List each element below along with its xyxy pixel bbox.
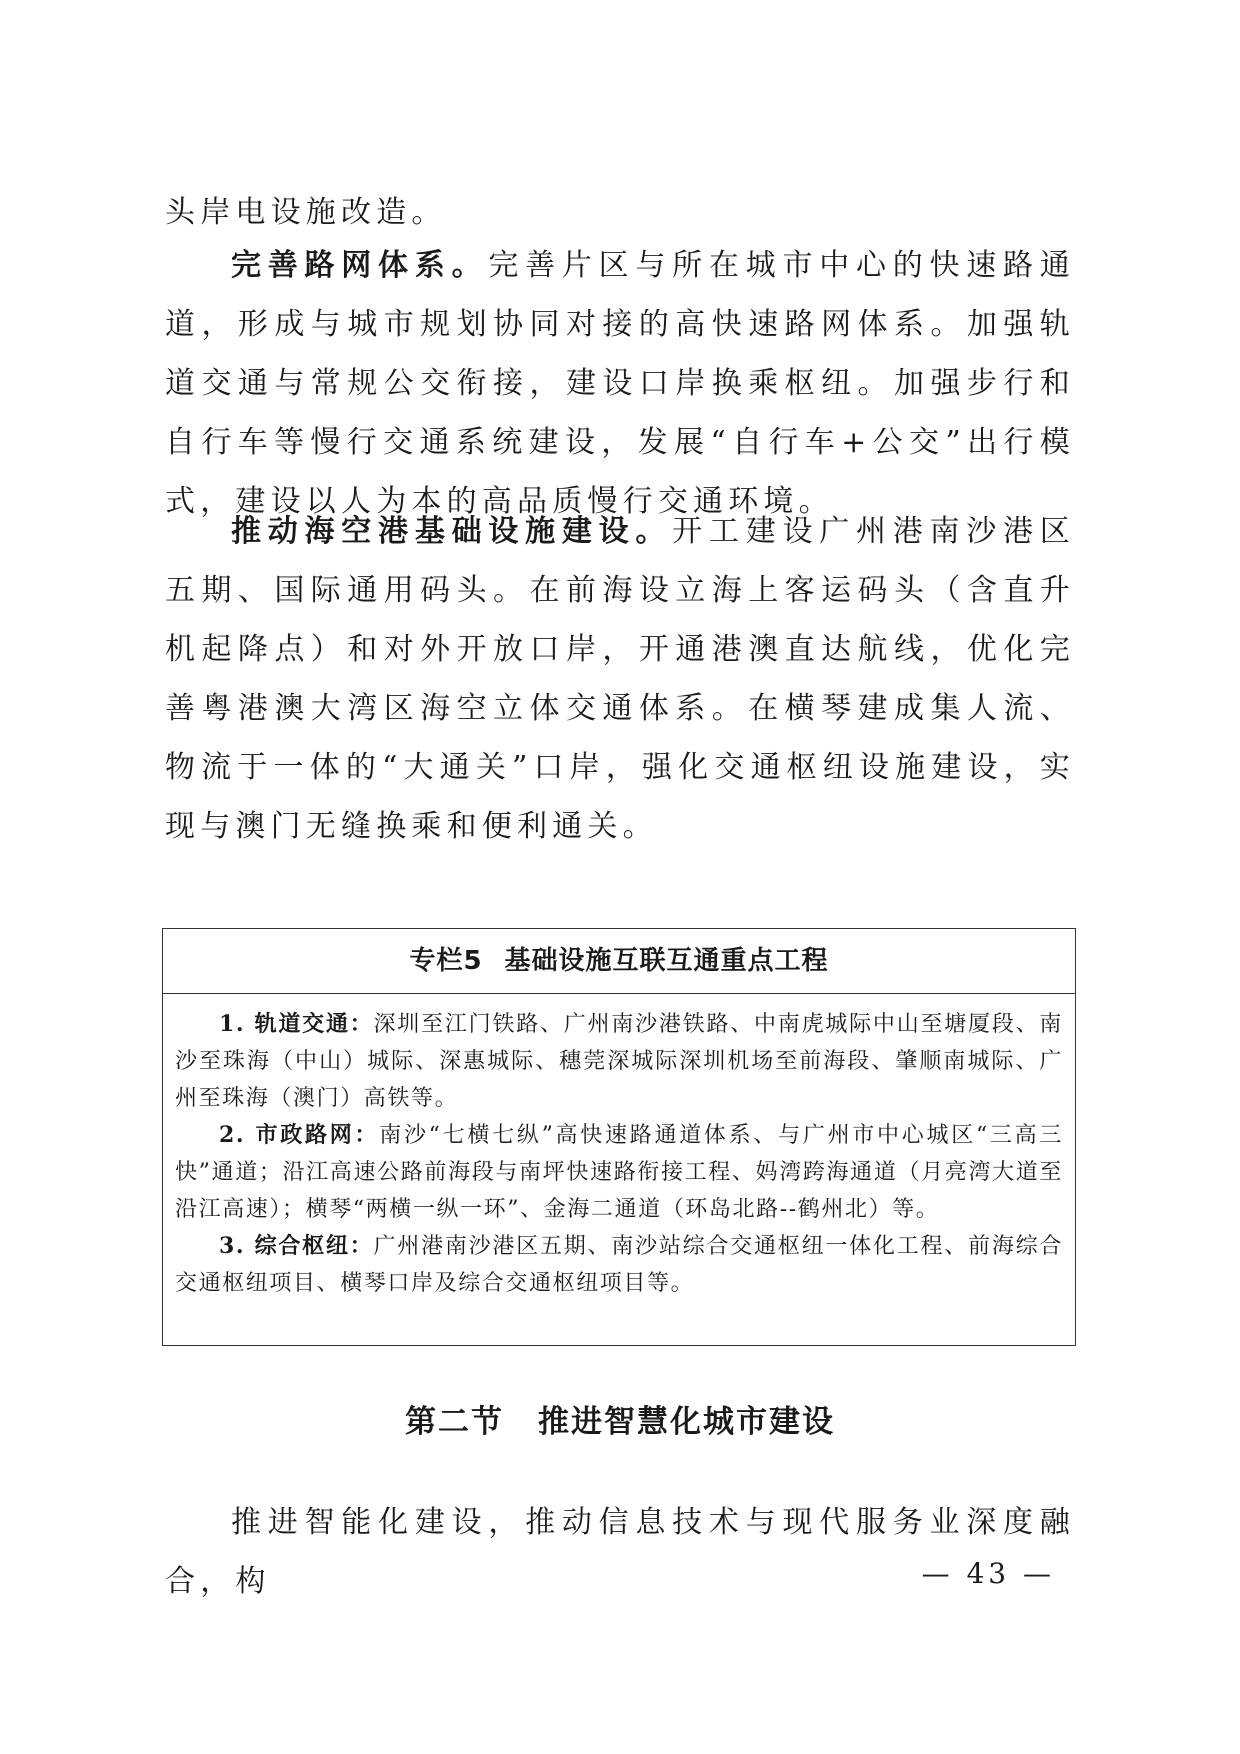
paragraph-road-network [165,236,1075,531]
item-lead: 1. 轨道交通： [219,1011,374,1037]
section-number: 第二节 [405,1404,504,1440]
paragraph-text: 头岸电设施改造。 [165,195,447,230]
paragraph-continuation [165,183,1075,242]
item-lead: 3. 综合枢纽： [219,1233,374,1259]
paragraph-text: 推进智能化建设，推动信息技术与现代服务业深度融合，构 [165,1505,1075,1599]
section-title: 推进智慧化城市建设 [538,1404,835,1440]
paragraph-lead: 推动海空港基础设施建设。 [231,514,673,549]
item-text: 广州港南沙港区五期、南沙站综合交通枢纽一体化工程、前海综合交通枢纽项目、横琴口岸及综合交通枢纽项目等。 [175,1234,1063,1296]
column-box-item [175,1228,1063,1302]
paragraph-port-infrastructure [165,502,1075,856]
paragraph-smart-city [165,1493,1075,1611]
column-box-label: 专栏5 [409,946,483,976]
item-text: 深圳至江门铁路、广州南沙港铁路、中南虎城际中山至塘厦段、南沙至珠海（中山）城际、深惠城际、穗莞深城际深圳机场至前海段、肇顺南城际、广州至珠海（澳门）高铁等。 [175,1012,1063,1111]
item-text: 南沙“七横七纵”高快速路通道体系、与广州市中心城区“三高三快”通道；沿江高速公路前海段与南坪快速路衔接工程、妈湾跨海通道（月亮湾大道至沿江高速）；横琴“两横一纵一环”、金海二通道（环岛北路--鹤州北）等。 [175,1123,1063,1222]
item-lead: 2. 市政路网： [219,1122,380,1148]
column-box-body [163,994,1075,1302]
section-heading [0,1396,1240,1441]
paragraph-text: 开工建设广州港南沙港区五期、国际通用码头。在前海设立海上客运码头（含直升机起降点）和对外开放口岸，开通港澳直达航线，优化完善粤港澳大湾区海空立体交通体系。在横琴建成集人流、物流于一体的“大通关”口岸，强化交通枢纽设施建设，实现与澳门无缝换乘和便利通关。 [165,514,1076,844]
paragraph-lead: 完善路网体系。 [231,248,489,283]
column-box-item [175,1117,1063,1228]
column-box-title [163,929,1075,994]
page-number: — 43 — [921,1557,1055,1590]
column-box-item [175,1006,1063,1117]
column-box-heading: 基础设施互联互通重点工程 [504,946,829,976]
paragraph-text: 完善片区与所在城市中心的快速路通道，形成与城市规划协同对接的高快速路网体系。加强轨道交通与常规公交衔接，建设口岸换乘枢纽。加强步行和自行车等慢行交通系统建设，发展“自行车+公交”出行模式，建设以人为本的高品质慢行交通环境。 [165,248,1075,519]
column-box [162,928,1076,1346]
